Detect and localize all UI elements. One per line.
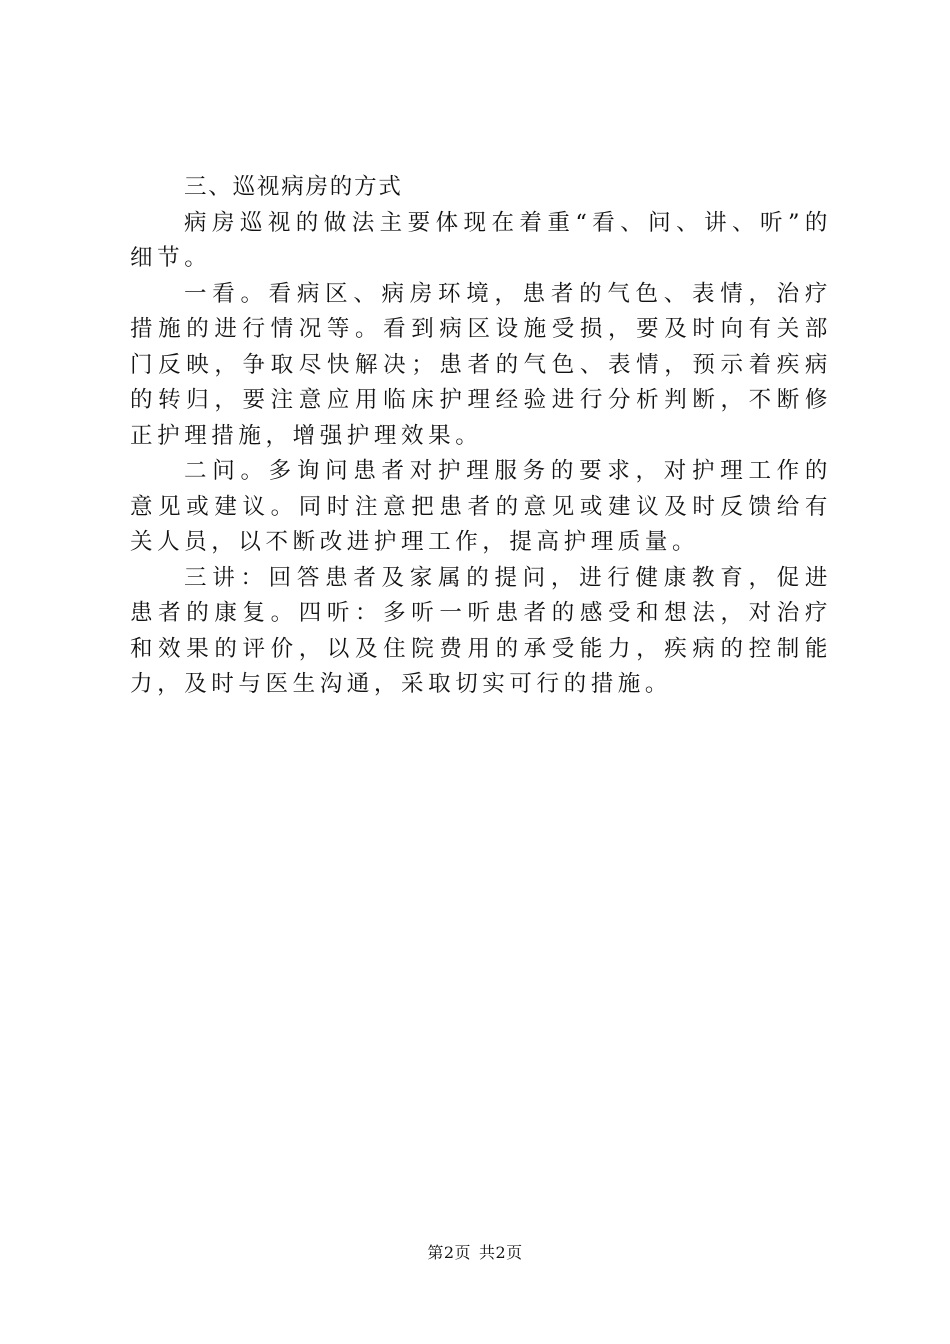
paragraph-ask: 二问。多询问患者对护理服务的要求，对护理工作的意见或建议。同时注意把患者的意见或建议及时反馈给有关人员，以不断改进护理工作，提高护理质量。 bbox=[130, 458, 832, 555]
page-number: 第2页 bbox=[427, 1243, 471, 1262]
page-total: 共2页 bbox=[479, 1243, 523, 1262]
paragraph-speak-listen: 三讲：回答患者及家属的提问，进行健康教育，促进患者的康复。四听：多听一听患者的感受和想法，对治疗和效果的评价，以及住院费用的承受能力，疾病的控制能力，及时与医生沟通，采取切实可行的措施。 bbox=[130, 564, 832, 697]
document-body bbox=[130, 170, 832, 703]
paragraph-look: 一看。看病区、病房环境，患者的气色、表情，治疗措施的进行情况等。看到病区设施受损，要及时向有关部门反映，争取尽快解决；患者的气色、表情，预示着疾病的转归，要注意应用临床护理经验进行分析判断，不断修正护理措施，增强护理效果。 bbox=[130, 280, 832, 449]
page-footer bbox=[0, 1241, 950, 1265]
paragraph-intro: 病房巡视的做法主要体现在着重“看、问、讲、听”的细节。 bbox=[130, 209, 832, 271]
section-heading: 三、巡视病房的方式 bbox=[184, 174, 403, 200]
